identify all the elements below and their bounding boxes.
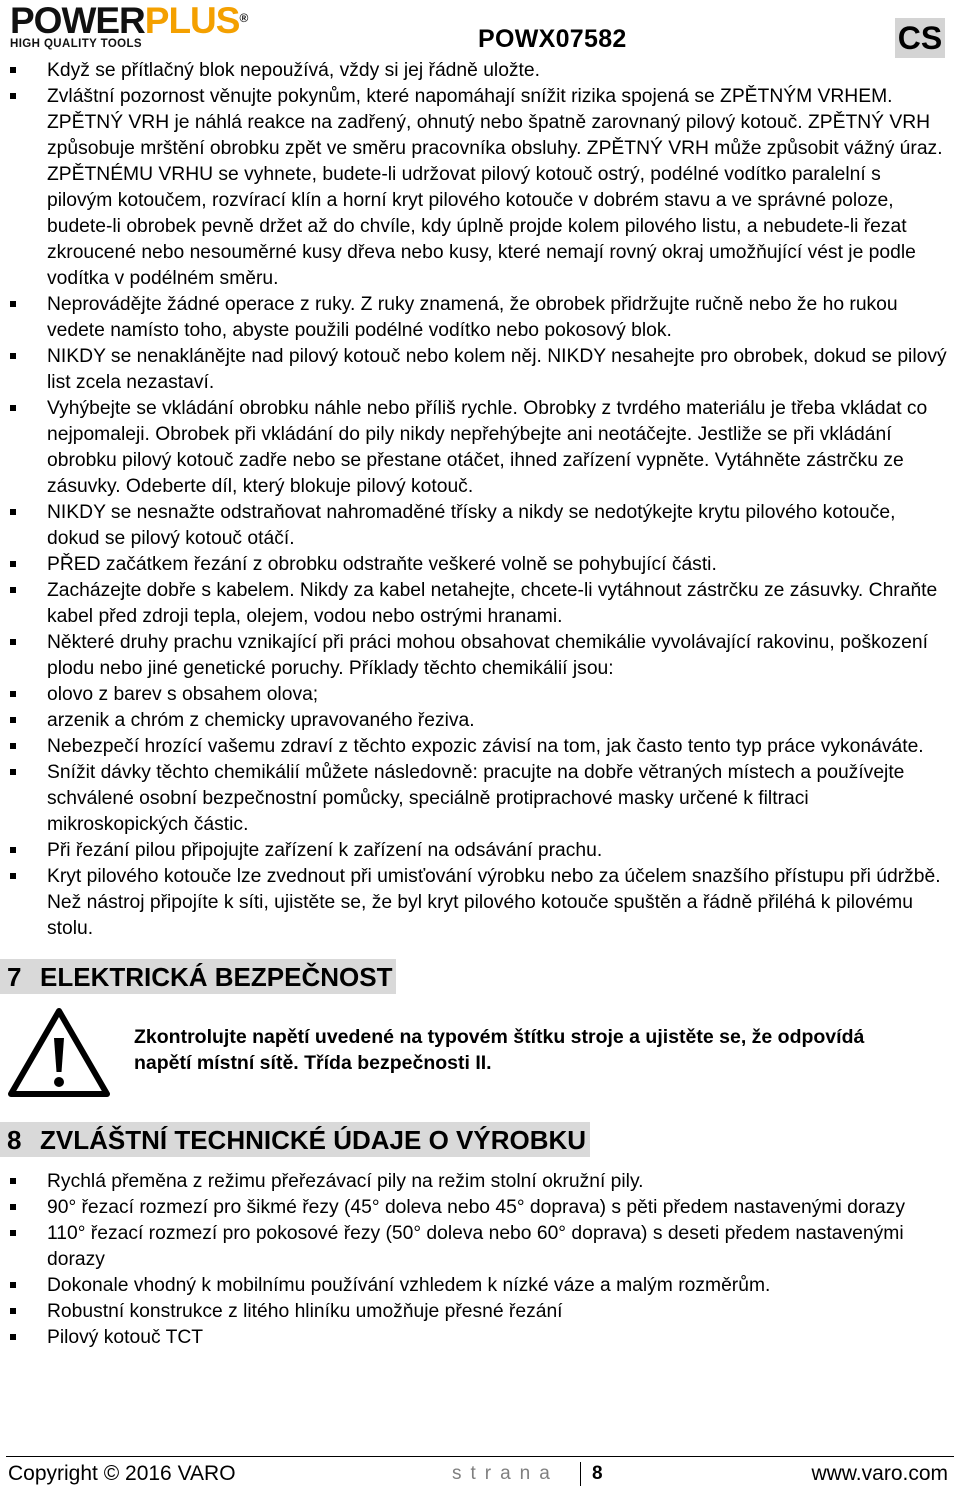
list-item: olovo z barev s obsahem olova; bbox=[0, 682, 960, 708]
logo-registered-mark: ® bbox=[239, 11, 248, 25]
page-number: 8 bbox=[592, 1463, 603, 1484]
section-7-heading bbox=[0, 959, 960, 994]
brand-logo bbox=[10, 2, 282, 48]
list-item: Dokonale vhodný k mobilnímu používání vzhledem k nízké váze a malým rozměrům. bbox=[0, 1273, 960, 1299]
logo-word-plus: PLUS bbox=[144, 0, 240, 41]
list-item: Zvláštní pozornost věnujte pokynům, které napomáhají snížit rizika spojená se ZPĚTNÝM VRHEM. ZPĚTNÝ VRH je náhlá reakce na zadřený, ohnutý nebo špatně zarovnaný pilový kotouč. ZPĚTNÝ VRH způsobuje mrštění obrobku zpět ve směru pracovníka obsluhy. ZPĚTNÝ VRH může způsobit vážný úraz. ZPĚTNÉMU VRHU se vyhnete, budete-li udržovat pilový kotouč ostrý, podélné vodítko paralelní s pilovým kotoučem, rozvírací klín a horní kryt pilového kotouče v dobrém stavu a ve správné poloze, budete-li obrobek pevně držet až do chvíle, kdy úplně projde kolem pilového listu, a nebudete-li řezat zkroucené nebo nesouměrné kusy dřeva nebo kusy, které nemají rovný okraj umožňující vést je podle vodítka v podélném směru. bbox=[0, 84, 960, 292]
footer-separator bbox=[580, 1462, 581, 1486]
page-label: strana bbox=[452, 1463, 559, 1484]
section-title: ZVLÁŠTNÍ TECHNICKÉ ÚDAJE O VÝROBKU bbox=[40, 1125, 587, 1155]
section-number: 8 bbox=[7, 1125, 22, 1155]
logo-wordmark bbox=[10, 2, 282, 39]
list-item: Při řezání pilou připojujte zařízení k zařízení na odsávání prachu. bbox=[0, 838, 960, 864]
section-8-heading bbox=[0, 1122, 960, 1157]
section-title: ELEKTRICKÁ BEZPEČNOST bbox=[40, 962, 393, 992]
warning-block bbox=[0, 1004, 960, 1100]
list-item: Zacházejte dobře s kabelem. Nikdy za kabel netahejte, chcete-li vytáhnout zástrčku ze zásuvky. Chraňte kabel před zdroji tepla, olejem, vodou nebo ostrými hranami. bbox=[0, 578, 960, 630]
list-item: Vyhýbejte se vkládání obrobku náhle nebo příliš rychle. Obrobky z tvrdého materiálu je třeba vkládat co nejpomaleji. Obrobek při vkládání do pily nikdy nepřehýbejte ani neotáčejte. Jestliže se při vkládání obrobku pilový kotouč zadře nebo se přestane otáčet, ihned zařízení vypněte. Vytáhněte zástrčku ze zásuvky. Odeberte díl, který blokuje pilový kotouč. bbox=[0, 396, 960, 500]
section-number: 7 bbox=[7, 962, 22, 992]
list-item: NIKDY se nenaklánějte nad pilový kotouč nebo kolem něj. NIKDY nesahejte pro obrobek, dokud se pilový list zcela nezastaví. bbox=[0, 344, 960, 396]
list-item: Pilový kotouč TCT bbox=[0, 1325, 960, 1351]
page-content bbox=[0, 58, 960, 1351]
copyright-text: Copyright © 2016 VARO bbox=[8, 1462, 236, 1485]
list-item: Některé druhy prachu vznikající při práci mohou obsahovat chemikálie vyvolávající rakovinu, poškození plodu nebo jiné genetické poruchy. Příklady těchto chemikálií jsou: bbox=[0, 630, 960, 682]
list-item: Když se přítlačný blok nepoužívá, vždy si jej řádně uložte. bbox=[0, 58, 960, 84]
logo-tagline: HIGH QUALITY TOOLS bbox=[10, 38, 143, 50]
logo-word-power: POWER bbox=[10, 0, 145, 41]
section-heading-bar bbox=[0, 1122, 590, 1157]
list-item: NIKDY se nesnažte odstraňovat nahromaděné třísky a nikdy se nedotýkejte krytu pilového kotouče, dokud se pilový kotouč otáčí. bbox=[0, 500, 960, 552]
list-item: PŘED začátkem řezání z obrobku odstraňte veškeré volně se pohybující části. bbox=[0, 552, 960, 578]
list-item: Snížit dávky těchto chemikálií můžete následovně: pracujte na dobře větraných místech a používejte schválené osobní bezpečnostní pomůcky, speciálně protiprachové masky určené k filtraci mikroskopických částic. bbox=[0, 760, 960, 838]
model-number: POWX07582 bbox=[478, 25, 627, 53]
language-badge: CS bbox=[895, 18, 945, 58]
list-item: 90° řezací rozmezí pro šikmé řezy (45° doleva nebo 45° doprava) s pěti předem nastavenými dorazy bbox=[0, 1195, 960, 1221]
list-item: 110° řezací rozmezí pro pokosové řezy (50° doleva nebo 60° doprava) s deseti předem nastavenými dorazy bbox=[0, 1221, 960, 1273]
list-item: Neprovádějte žádné operace z ruky. Z ruky znamená, že obrobek přidržujte ručně nebo že ho rukou vedete namísto toho, abyste použili podélné vodítko nebo pokosový blok. bbox=[0, 292, 960, 344]
website-link[interactable]: www.varo.com bbox=[811, 1462, 948, 1485]
list-item: Nebezpečí hrozící vašemu zdraví z těchto expozic závisí na tom, jak často tento typ práce vykonáváte. bbox=[0, 734, 960, 760]
page-footer bbox=[0, 1454, 960, 1487]
list-item: arzenik a chróm z chemicky upravovaného řeziva. bbox=[0, 708, 960, 734]
list-item: Robustní konstrukce z litého hliníku umožňuje přesné řezání bbox=[0, 1299, 960, 1325]
list-item: Kryt pilového kotouče lze zvednout při umisťování výrobku nebo za účelem snazšího přístupu při údržbě. Než nástroj připojíte k síti, ujistěte se, že byl kryt pilového kotouče spuštěn a řádně přiléhá k pilovému stolu. bbox=[0, 864, 960, 942]
electrical-warning-text: Zkontrolujte napětí uvedené na typovém štítku stroje a ujistěte se, že odpovídá napětí místní sítě. Třída bezpečnosti II. bbox=[134, 1026, 865, 1074]
page-header bbox=[0, 0, 960, 58]
section-heading-bar bbox=[0, 959, 396, 994]
footer-divider bbox=[6, 1456, 954, 1457]
list-item: Rychlá přeměna z režimu přeřezávací pily na režim stolní okružní pily. bbox=[0, 1169, 960, 1195]
warning-triangle-icon bbox=[8, 1008, 110, 1098]
